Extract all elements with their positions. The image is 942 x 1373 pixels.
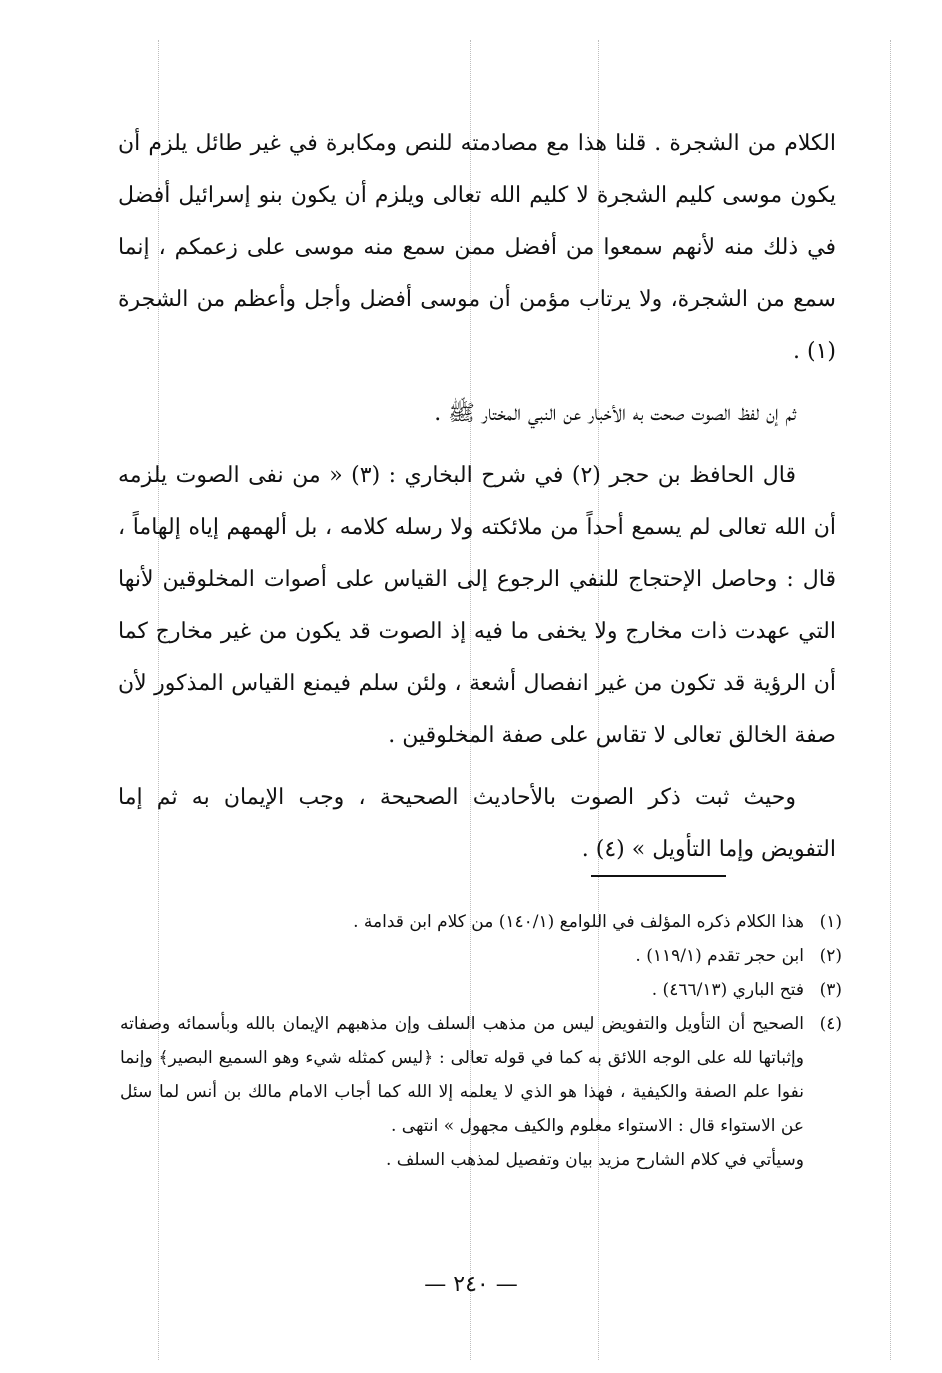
- footnote-text: فتح الباري (٤٦٦/١٣) .: [651, 980, 804, 1000]
- footnote-continuation: وسيأتي في كلام الشارح مزيد بيان وتفصيل لمذهب السلف .: [385, 1150, 804, 1170]
- footnote-number: (٣): [819, 980, 842, 1000]
- footnote-3: [120, 973, 842, 1007]
- footnote-text: ابن حجر تقدم (١١٩/١) .: [635, 946, 804, 966]
- footnote-separator: [591, 875, 726, 877]
- paragraph-1: الكلام من الشجرة . قلنا هذا مع مصادمته للنص ومكابرة في غير طائل يلزم أن يكون موسى كليم الشجرة لا كليم الله تعالى ويلزم أن يكون بنو إسرائيل أفضل في ذلك منه لأنهم سمعوا من أفضل ممن سمع منه موسى على زعمكم ، إنما سمع من الشجرة، ولا يرتاب مؤمن أن موسى أفضل وأجل وأعظم من الشجرة (١) .: [118, 131, 836, 364]
- footnote-4: [120, 1007, 842, 1143]
- paragraph-2: ثم إن لفظ الصوت صحت به الأخبار عن النبي المختار ﷺ .: [434, 401, 796, 426]
- footnote-number: (٤): [819, 1014, 842, 1034]
- footnote-number: (٢): [819, 946, 842, 966]
- paragraph-3: قال الحافظ بن حجر (٢) في شرح البخاري : (٣) « من نفى الصوت يلزمه أن الله تعالى لم يسمع أحداً من ملائكته ولا رسله كلامه ، بل ألهمهم إياه إلهاماً ، قال : وحاصل الإحتجاج للنفي الرجوع إلى القياس على أصوات المخلوقين لأنها التي عهدت ذات مخارج ولا يخفى ما فيه إذ الصوت قد يكون من غير مخارج كما أن الرؤية قد تكون من غير انفصال أشعة ، ولئن سلم فيمنع القياس المذكور لأن صفة الخالق تعالى لا تقاس على صفة المخلوقين .: [118, 463, 836, 748]
- page-number: — ٢٤٠ —: [424, 1272, 518, 1297]
- footnote-text: هذا الكلام ذكره المؤلف في اللوامع (١٤٠/١) من كلام ابن قدامة .: [353, 912, 804, 932]
- footnotes: [120, 905, 842, 1177]
- footnote-text: الصحيح أن التأويل والتفويض ليس من مذهب السلف وإن مذهبهم الإيمان بالله وبأسمائه وصفاته وإثباتها لله على الوجه اللائق به كما في قوله تعالى : ﴿ليس كمثله شيء وهو السميع البصير﴾ وإنما نفوا علم الصفة والكيفية ، فهذا هو الذي لا يعلمه إلا الله كما أجاب الامام مالك بن أنس لما سئل عن الاستواء قال : الاستواء معلوم والكيف مجهول » انتهى .: [120, 1014, 804, 1136]
- main-text: [118, 118, 836, 886]
- footnote-number: (١): [819, 912, 842, 932]
- footnote-2: [120, 939, 842, 973]
- scan-artifact-line: [890, 40, 891, 1360]
- footnote-1: [120, 905, 842, 939]
- paragraph-4: وحيث ثبت ذكر الصوت بالأحاديث الصحيحة ، وجب الإيمان به ثم إما التفويض وإما التأويل » (٤) .: [118, 785, 836, 862]
